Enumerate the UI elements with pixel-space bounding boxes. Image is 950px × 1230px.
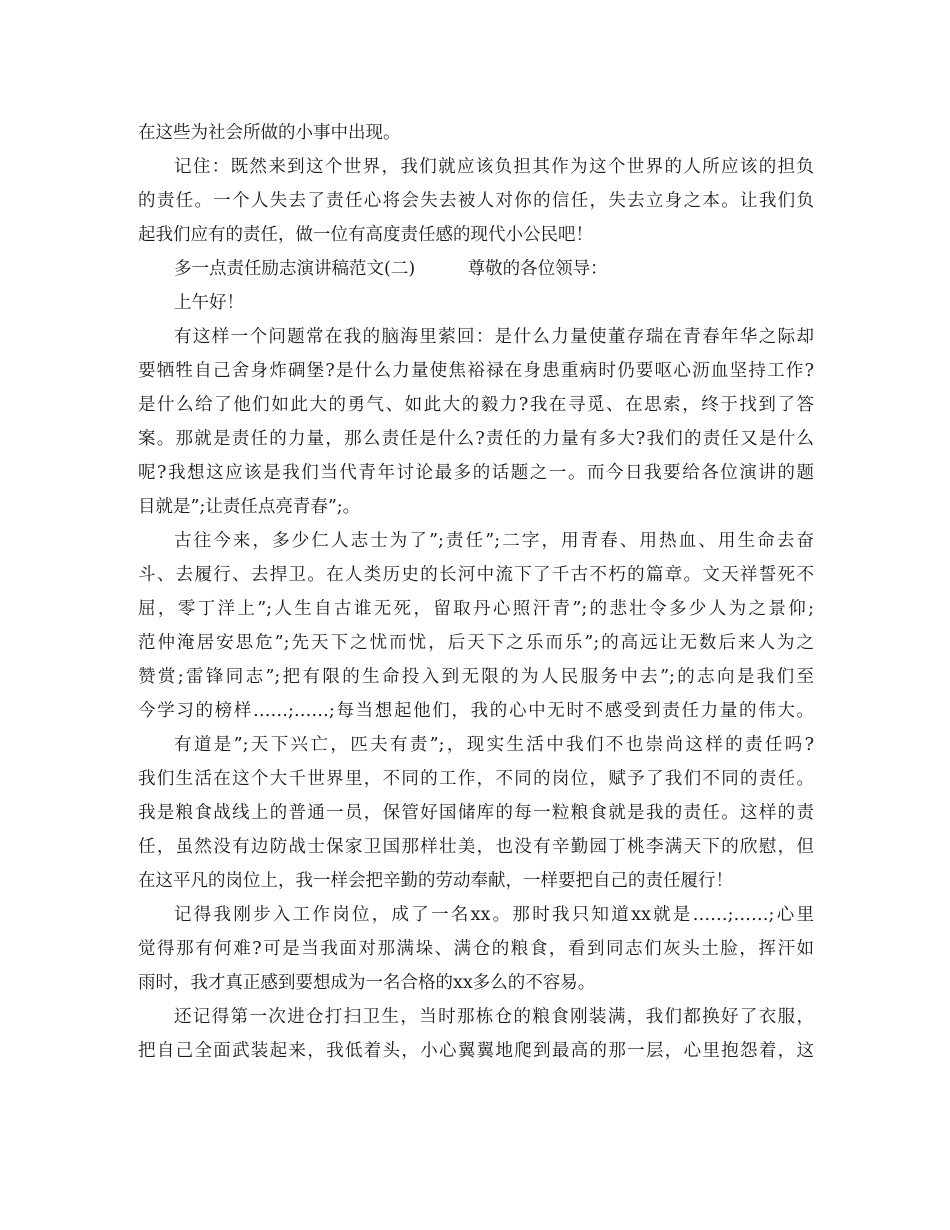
paragraph-line: 的责任。一个人失去了责任心将会失去被人对你的信任，失去立身之本。让我们负 — [138, 191, 814, 211]
document-body — [138, 116, 814, 1068]
paragraph-line: 起我们应有的责任，做一位有高度责任感的现代小公民吧！ — [138, 225, 593, 245]
paragraph-line: 我们生活在这个大千世界里，不同的工作，不同的岗位，赋予了我们不同的责任。 — [138, 769, 814, 789]
paragraph-line: 觉得那有何难?可是当我面对那满垛、满仓的粮食，看到同志们灰头土脸，挥汗如 — [138, 939, 814, 959]
greeting-line: 上午好！ — [174, 293, 244, 313]
paragraph-line: 赞赏;雷锋同志”;把有限的生命投入到无限的为人民服务中去”;的志向是我们至 — [138, 667, 814, 687]
paragraph-line: 记住：既然来到这个世界，我们就应该负担其作为这个世界的人所应该的担负 — [174, 157, 814, 177]
paragraph-line: 呢?我想这应该是我们当代青年讨论最多的话题之一。而今日我要给各位演讲的题 — [138, 463, 814, 483]
paragraph-line: 屈，零丁洋上”;人生自古谁无死，留取丹心照汗青”;的悲壮令多少人为之景仰; — [138, 599, 814, 619]
paragraph-line: 我是粮食战线上的普通一员，保管好国储库的每一粒粮食就是我的责任。这样的责 — [138, 803, 814, 823]
section-heading: 多一点责任励志演讲稿范文(二) 尊敬的各位领导： — [174, 259, 608, 279]
paragraph-line: 今学习的榜样……;……;每当想起他们，我的心中无时不感受到责任力量的伟大。 — [138, 701, 814, 721]
paragraph-line: 雨时，我才真正感到要想成为一名合格的xx多么的不容易。 — [138, 973, 596, 993]
paragraph-line: 在这平凡的岗位上，我一样会把辛勤的劳动奉献，一样要把自己的责任履行！ — [138, 871, 733, 891]
paragraph-line: 古往今来，多少仁人志士为了”;责任”;二字，用青春、用热血、用生命去奋 — [174, 531, 814, 551]
paragraph-line: 斗、去履行、去捍卫。在人类历史的长河中流下了千古不朽的篇章。文天祥誓死不 — [138, 565, 814, 585]
paragraph-line: 还记得第一次进仓打扫卫生，当时那栋仓的粮食刚装满，我们都换好了衣服， — [174, 1007, 814, 1027]
paragraph-line: 是什么给了他们如此大的勇气、如此大的毅力?我在寻觅、在思索，终于找到了答 — [138, 395, 814, 415]
paragraph-line: 把自己全面武装起来，我低着头，小心翼翼地爬到最高的那一层，心里抱怨着，这 — [138, 1041, 814, 1061]
paragraph-line: 案。那就是责任的力量，那么责任是什么?责任的力量有多大?我们的责任又是什么 — [138, 429, 814, 449]
paragraph-line: 目就是”;让责任点亮青春”;。 — [138, 497, 361, 517]
paragraph-line: 记得我刚步入工作岗位，成了一名xx。那时我只知道xx就是……;……;心里 — [174, 905, 814, 925]
paragraph-line: 在这些为社会所做的小事中出现。 — [138, 123, 401, 143]
paragraph-line: 任，虽然没有边防战士保家卫国那样壮美，也没有辛勤园丁桃李满天下的欣慰，但 — [138, 837, 814, 857]
paragraph-line: 有这样一个问题常在我的脑海里萦回：是什么力量使董存瑞在青春年华之际却 — [174, 327, 814, 347]
paragraph-line: 范仲淹居安思危”;先天下之忧而忧，后天下之乐而乐”;的高远让无数后来人为之 — [138, 633, 814, 653]
paragraph-line: 有道是”;天下兴亡，匹夫有责”;，现实生活中我们不也崇尚这样的责任吗? — [174, 735, 814, 755]
paragraph-line: 要牺牲自己舍身炸碉堡?是什么力量使焦裕禄在身患重病时仍要呕心沥血坚持工作? — [138, 361, 814, 381]
